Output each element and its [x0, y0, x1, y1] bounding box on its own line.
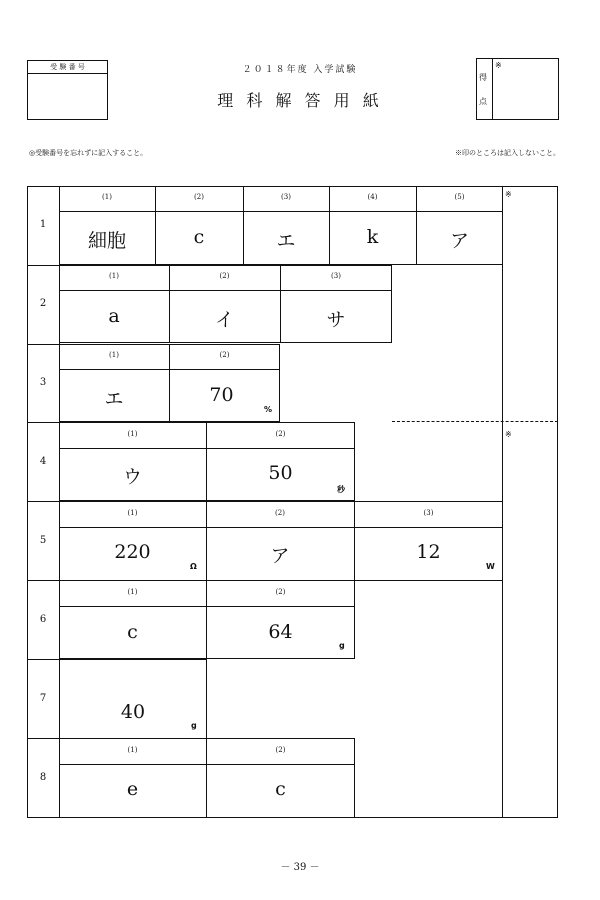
- score-dotted-divider: [392, 421, 558, 422]
- answer-text: c: [127, 621, 138, 643]
- answer-text: 64: [268, 621, 293, 643]
- answer-text: k: [366, 226, 379, 248]
- part-label: (1): [109, 272, 119, 280]
- row-sep-4: [27, 501, 60, 502]
- answer-text: 40: [120, 701, 146, 723]
- answer-text: 50: [268, 462, 293, 484]
- row-sep-2: [27, 344, 60, 345]
- page-number: － 39 －: [280, 862, 320, 873]
- answer-text: 細胞: [87, 230, 126, 252]
- answer-text: 70: [209, 384, 234, 406]
- answer-text: e: [126, 778, 139, 800]
- part-label: (4): [367, 193, 378, 201]
- part-label: (2): [275, 509, 285, 517]
- answer-text: 220: [114, 541, 151, 563]
- part-label: (1): [127, 588, 138, 596]
- part-label: (3): [281, 193, 291, 201]
- score-mark-1: ※: [505, 190, 512, 199]
- unit-label: %: [264, 405, 273, 414]
- score-mark-2: ※: [505, 430, 512, 439]
- part-label: (1): [127, 746, 138, 754]
- part-label: (2): [275, 746, 286, 754]
- answer-text: 12: [416, 541, 441, 563]
- row-sep-5: [27, 580, 60, 581]
- answer-text: ア: [449, 230, 469, 252]
- part-label: (2): [275, 588, 286, 596]
- answer-text: エ: [104, 388, 124, 410]
- row-sep-3: [27, 422, 60, 423]
- score-box: [476, 58, 559, 120]
- answer-text: サ: [326, 309, 346, 331]
- question-number: 6: [39, 614, 47, 625]
- answer-text: c: [193, 226, 205, 248]
- row-sep-6: [27, 659, 60, 660]
- exam-year-title: ２０１８年度 入学試験: [242, 65, 358, 75]
- question-number: 3: [39, 377, 47, 388]
- part-label: (1): [127, 509, 138, 517]
- part-label: (1): [127, 430, 138, 438]
- note-left: ◎受験番号を忘れずに記入すること。: [29, 149, 148, 157]
- answer-text: a: [108, 305, 120, 327]
- sheet-title: 理 科 解 答 用 紙: [217, 91, 383, 110]
- exam-number-label: 受 験 番 号: [50, 63, 85, 71]
- question-number: 8: [39, 772, 47, 783]
- question-number: 7: [39, 693, 47, 704]
- unit-label: Ω: [190, 562, 197, 571]
- part-label: (1): [102, 193, 112, 201]
- answer-text: イ: [214, 309, 234, 331]
- part-label: (3): [423, 509, 434, 517]
- part-label: (2): [219, 272, 230, 280]
- part-label: (2): [275, 430, 286, 438]
- unit-label: W: [486, 562, 495, 571]
- unit-label: g: [191, 721, 197, 730]
- answer-text: c: [275, 778, 286, 800]
- part-label: (2): [219, 351, 230, 359]
- row-sep-1: [27, 265, 60, 266]
- score-label-1: 得: [479, 73, 487, 82]
- answer-text: ア: [270, 545, 290, 567]
- score-label-2: 点: [479, 97, 487, 106]
- unit-label: g: [339, 641, 345, 650]
- question-number: 2: [39, 298, 47, 309]
- question-number: 1: [39, 219, 47, 230]
- note-right: ※印のところは記入しないこと。: [455, 149, 560, 157]
- answer-text: エ: [276, 230, 296, 252]
- unit-label: 秒: [337, 485, 345, 494]
- part-label: (1): [109, 351, 119, 359]
- part-label: (2): [194, 193, 204, 201]
- question-number: 4: [39, 456, 47, 467]
- score-mark: ※: [495, 61, 502, 70]
- part-label: (5): [454, 193, 465, 201]
- answer-cell[interactable]: [59, 659, 207, 739]
- answer-text: ウ: [122, 466, 142, 488]
- question-number: 5: [39, 535, 47, 546]
- score-divider: [492, 58, 493, 120]
- part-label: (3): [331, 272, 341, 280]
